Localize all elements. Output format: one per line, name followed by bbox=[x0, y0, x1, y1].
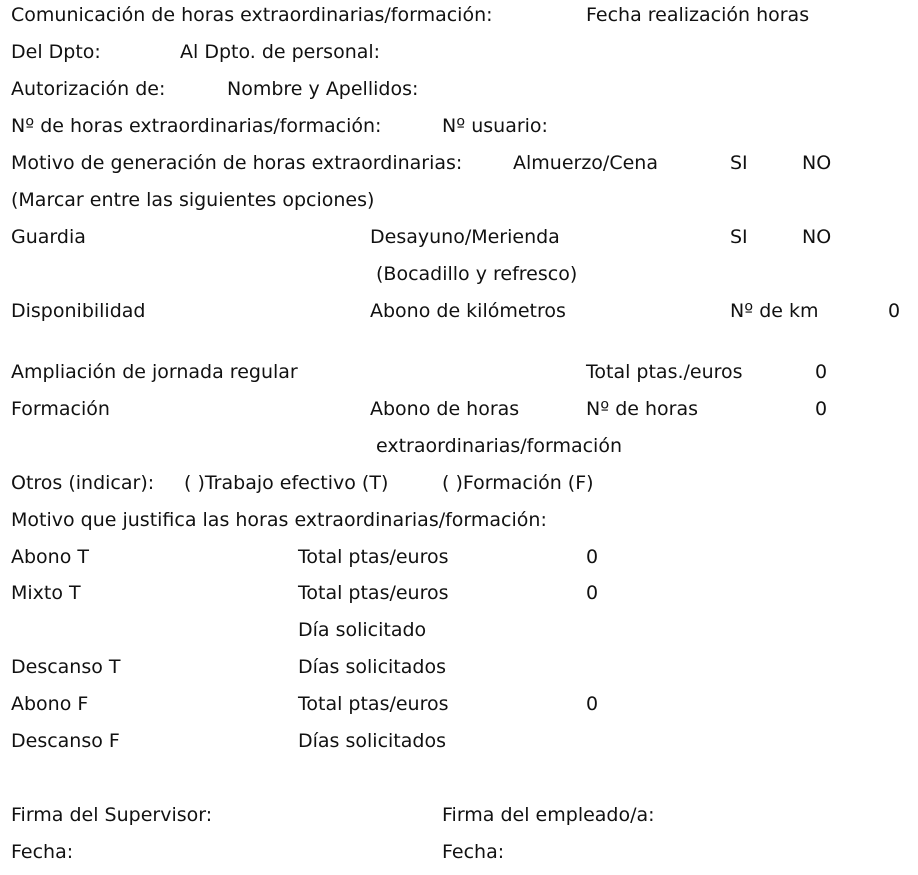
num-horas-abono-label: Nº de horas bbox=[586, 398, 699, 420]
abono-f-total-label: Total ptas/euros bbox=[298, 693, 449, 715]
num-usuario-label: Nº usuario: bbox=[442, 115, 548, 137]
abono-km-label: Abono de kilómetros bbox=[370, 300, 566, 322]
firma-supervisor-label: Firma del Supervisor: bbox=[11, 804, 213, 826]
abono-t-label: Abono T bbox=[11, 546, 89, 568]
formacion-f-option: ( )Formación (F) bbox=[442, 472, 594, 494]
al-dpto-label: Al Dpto. de personal: bbox=[180, 41, 381, 63]
firma-empleado-label: Firma del empleado/a: bbox=[442, 804, 655, 826]
autorizacion-label: Autorización de: bbox=[11, 78, 166, 100]
num-horas-label: Nº de horas extraordinarias/formación: bbox=[11, 115, 382, 137]
mixto-t-total-label: Total ptas/euros bbox=[298, 582, 449, 604]
otros-label: Otros (indicar): bbox=[11, 472, 155, 494]
total-km-value: 0 bbox=[815, 361, 828, 383]
ampliacion-option: Ampliación de jornada regular bbox=[11, 361, 298, 383]
fecha-realizacion-label: Fecha realización horas bbox=[586, 4, 810, 26]
abono-f-total-value: 0 bbox=[586, 693, 599, 715]
nombre-apellidos-label: Nombre y Apellidos: bbox=[227, 78, 419, 100]
desayuno-no-option: NO bbox=[802, 226, 832, 248]
del-dpto-label: Del Dpto: bbox=[11, 41, 101, 63]
num-km-value: 0 bbox=[888, 300, 901, 322]
abono-horas-label-cont: extraordinarias/formación bbox=[376, 435, 622, 457]
bocadillo-note: (Bocadillo y refresco) bbox=[376, 263, 578, 285]
abono-t-total-label: Total ptas/euros bbox=[298, 546, 449, 568]
mixto-t-dia-label: Día solicitado bbox=[298, 619, 427, 641]
disponibilidad-option: Disponibilidad bbox=[11, 300, 146, 322]
justifica-label: Motivo que justifica las horas extraordinarias/formación: bbox=[11, 509, 547, 531]
almuerzo-cena-label: Almuerzo/Cena bbox=[513, 152, 658, 174]
num-horas-abono-value: 0 bbox=[815, 398, 828, 420]
abono-horas-label: Abono de horas bbox=[370, 398, 520, 420]
descanso-t-dias-label: Días solicitados bbox=[298, 656, 446, 678]
fecha-supervisor-label: Fecha: bbox=[11, 841, 74, 863]
num-km-label: Nº de km bbox=[730, 300, 819, 322]
fecha-empleado-label: Fecha: bbox=[442, 841, 505, 863]
marcar-opciones-note: (Marcar entre las siguientes opciones) bbox=[11, 189, 375, 211]
form-title: Comunicación de horas extraordinarias/formación: bbox=[11, 4, 493, 26]
guardia-option: Guardia bbox=[11, 226, 86, 248]
almuerzo-no-option: NO bbox=[802, 152, 832, 174]
desayuno-merienda-label: Desayuno/Merienda bbox=[370, 226, 560, 248]
abono-t-total-value: 0 bbox=[586, 546, 599, 568]
mixto-t-label: Mixto T bbox=[11, 582, 81, 604]
desayuno-si-option: SI bbox=[730, 226, 748, 248]
total-km-label: Total ptas./euros bbox=[586, 361, 743, 383]
descanso-t-label: Descanso T bbox=[11, 656, 121, 678]
abono-f-label: Abono F bbox=[11, 693, 89, 715]
descanso-f-dias-label: Días solicitados bbox=[298, 730, 446, 752]
trabajo-efectivo-option: ( )Trabajo efectivo (T) bbox=[184, 472, 389, 494]
mixto-t-total-value: 0 bbox=[586, 582, 599, 604]
descanso-f-label: Descanso F bbox=[11, 730, 120, 752]
motivo-label: Motivo de generación de horas extraordinarias: bbox=[11, 152, 463, 174]
formacion-option: Formación bbox=[11, 398, 110, 420]
almuerzo-si-option: SI bbox=[730, 152, 748, 174]
